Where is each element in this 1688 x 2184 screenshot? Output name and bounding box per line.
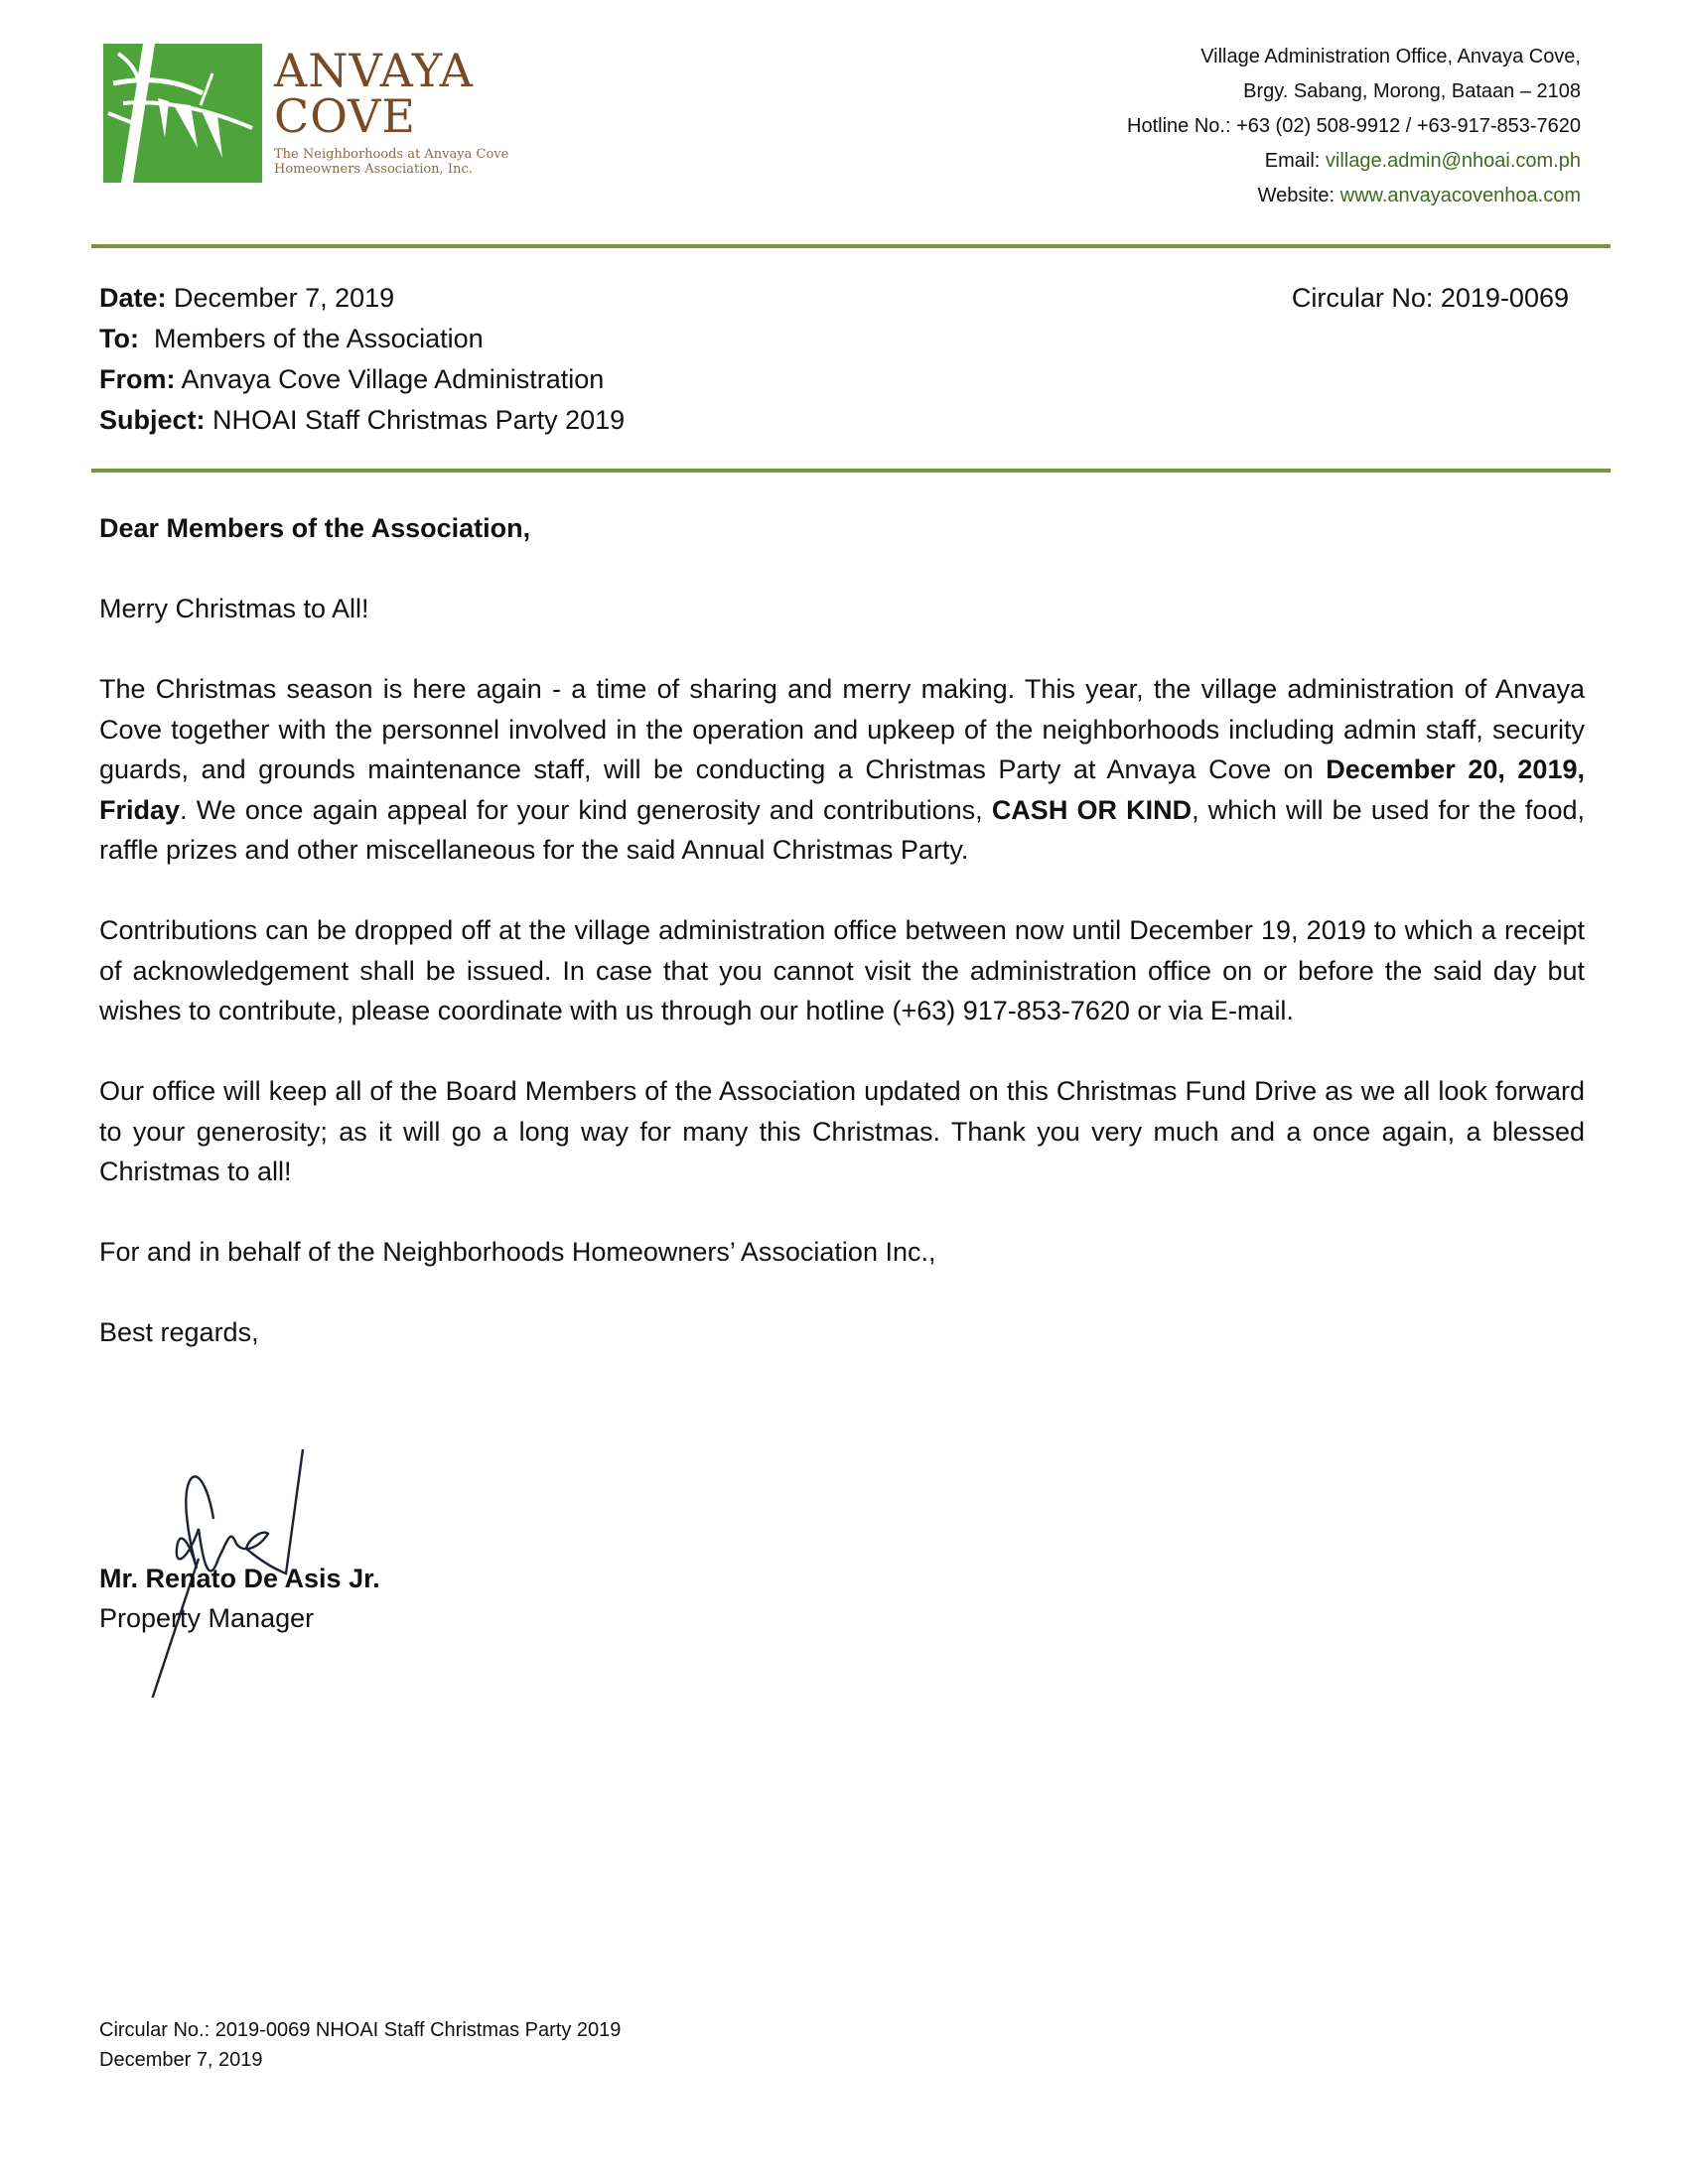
memo-from <box>99 359 625 400</box>
greeting: Merry Christmas to All! <box>99 594 369 623</box>
address-line1: Village Administration Office, Anvaya Cove, <box>1200 46 1581 68</box>
paragraph-4: For and in behalf of the Neighborhoods Homeowners’ Association Inc., <box>99 1237 936 1267</box>
footer-line2: December 7, 2019 <box>99 2049 263 2071</box>
from-value: Anvaya Cove Village Administration <box>175 364 605 394</box>
signature-block <box>99 1449 695 1707</box>
memo-subject <box>99 400 625 441</box>
email-link[interactable]: village.admin@nhoai.com.ph <box>1325 150 1581 172</box>
memo-date <box>99 278 625 319</box>
logo-subtitle-line2: Homeowners Association, Inc. <box>274 162 473 177</box>
date-label: Date: <box>99 283 167 313</box>
paragraph-3: Our office will keep all of the Board Members of the Association updated on this Christmas Fund Drive as we all look forward to your generosity; as it will go a long way for many this Christmas. Thank you very much and a once again, a blessed Christmas to all! <box>99 1076 1585 1186</box>
website-link[interactable]: www.anvayacovenhoa.com <box>1339 185 1581 206</box>
website-line <box>1127 179 1581 213</box>
p1-text-a: The Christmas season is here again - a time of sharing and merry making. This year, the village administration of Anvaya Cove together with the personnel involved in the operation and upkeep of the neighborhoods including admin staff, security guards, and grounds maintenance staff, will be conducting a Christmas Party at Anvaya Cove on <box>99 674 1585 784</box>
p1-text-b: . We once again appeal for your kind generosity and contributions, <box>180 794 992 825</box>
logo-subtitle-line1: The Neighborhoods at Anvaya Cove <box>274 147 509 162</box>
to-label: To: <box>99 324 139 353</box>
email-line <box>1127 144 1581 179</box>
email-label: Email: <box>1264 150 1326 172</box>
logo-title-line2: COVE <box>274 89 416 143</box>
memo-to <box>99 319 625 359</box>
p1-text-c: , which will be used for the food, raffle prizes and other miscellaneous for the said Annual Christmas Party. <box>99 794 1585 865</box>
letter-body <box>99 508 1585 1393</box>
page-footer <box>99 2015 621 2075</box>
to-value: Members of the Association <box>138 324 484 353</box>
circular-number: Circular No: 2019-0069 <box>1291 283 1569 313</box>
paragraph-1 <box>99 669 1585 871</box>
subject-value: NHOAI Staff Christmas Party 2019 <box>205 405 626 435</box>
date-value: December 7, 2019 <box>166 283 395 313</box>
paragraph-2: Contributions can be dropped off at the village administration office between now until December 19, 2019 to which a receipt of acknowledgement shall be issued. In case that you cannot visit the administration office on or before the said day but wishes to contribute, please coordinate with us through our hotline (+63) 917-853-7620 or via E-mail. <box>99 915 1585 1025</box>
contact-block <box>1127 40 1581 213</box>
address-line2: Brgy. Sabang, Morong, Bataan – 2108 <box>1243 80 1581 102</box>
from-label: From: <box>99 364 176 394</box>
party-date: December 20, 2019, Friday <box>99 754 1585 825</box>
signer-title: Property Manager <box>99 1603 315 1633</box>
subject-label: Subject: <box>99 405 206 435</box>
bamboo-logo-icon <box>103 44 262 183</box>
memo-divider <box>91 469 1611 473</box>
memo-header <box>99 278 625 441</box>
signer-name: Mr. Renato De Asis Jr. <box>99 1564 380 1593</box>
salutation: Dear Members of the Association, <box>99 513 531 543</box>
cash-or-kind: CASH OR KIND <box>991 794 1193 825</box>
footer-line1: Circular No.: 2019-0069 NHOAI Staff Christmas Party 2019 <box>99 2019 622 2041</box>
hotline: Hotline No.: +63 (02) 508-9912 / +63-917-853-7620 <box>1127 115 1581 137</box>
logo-title-line1: ANVAYA <box>274 44 474 97</box>
website-label: Website: <box>1257 185 1340 206</box>
closing: Best regards, <box>99 1317 259 1347</box>
association-logo <box>103 44 560 193</box>
header-divider <box>91 244 1611 248</box>
